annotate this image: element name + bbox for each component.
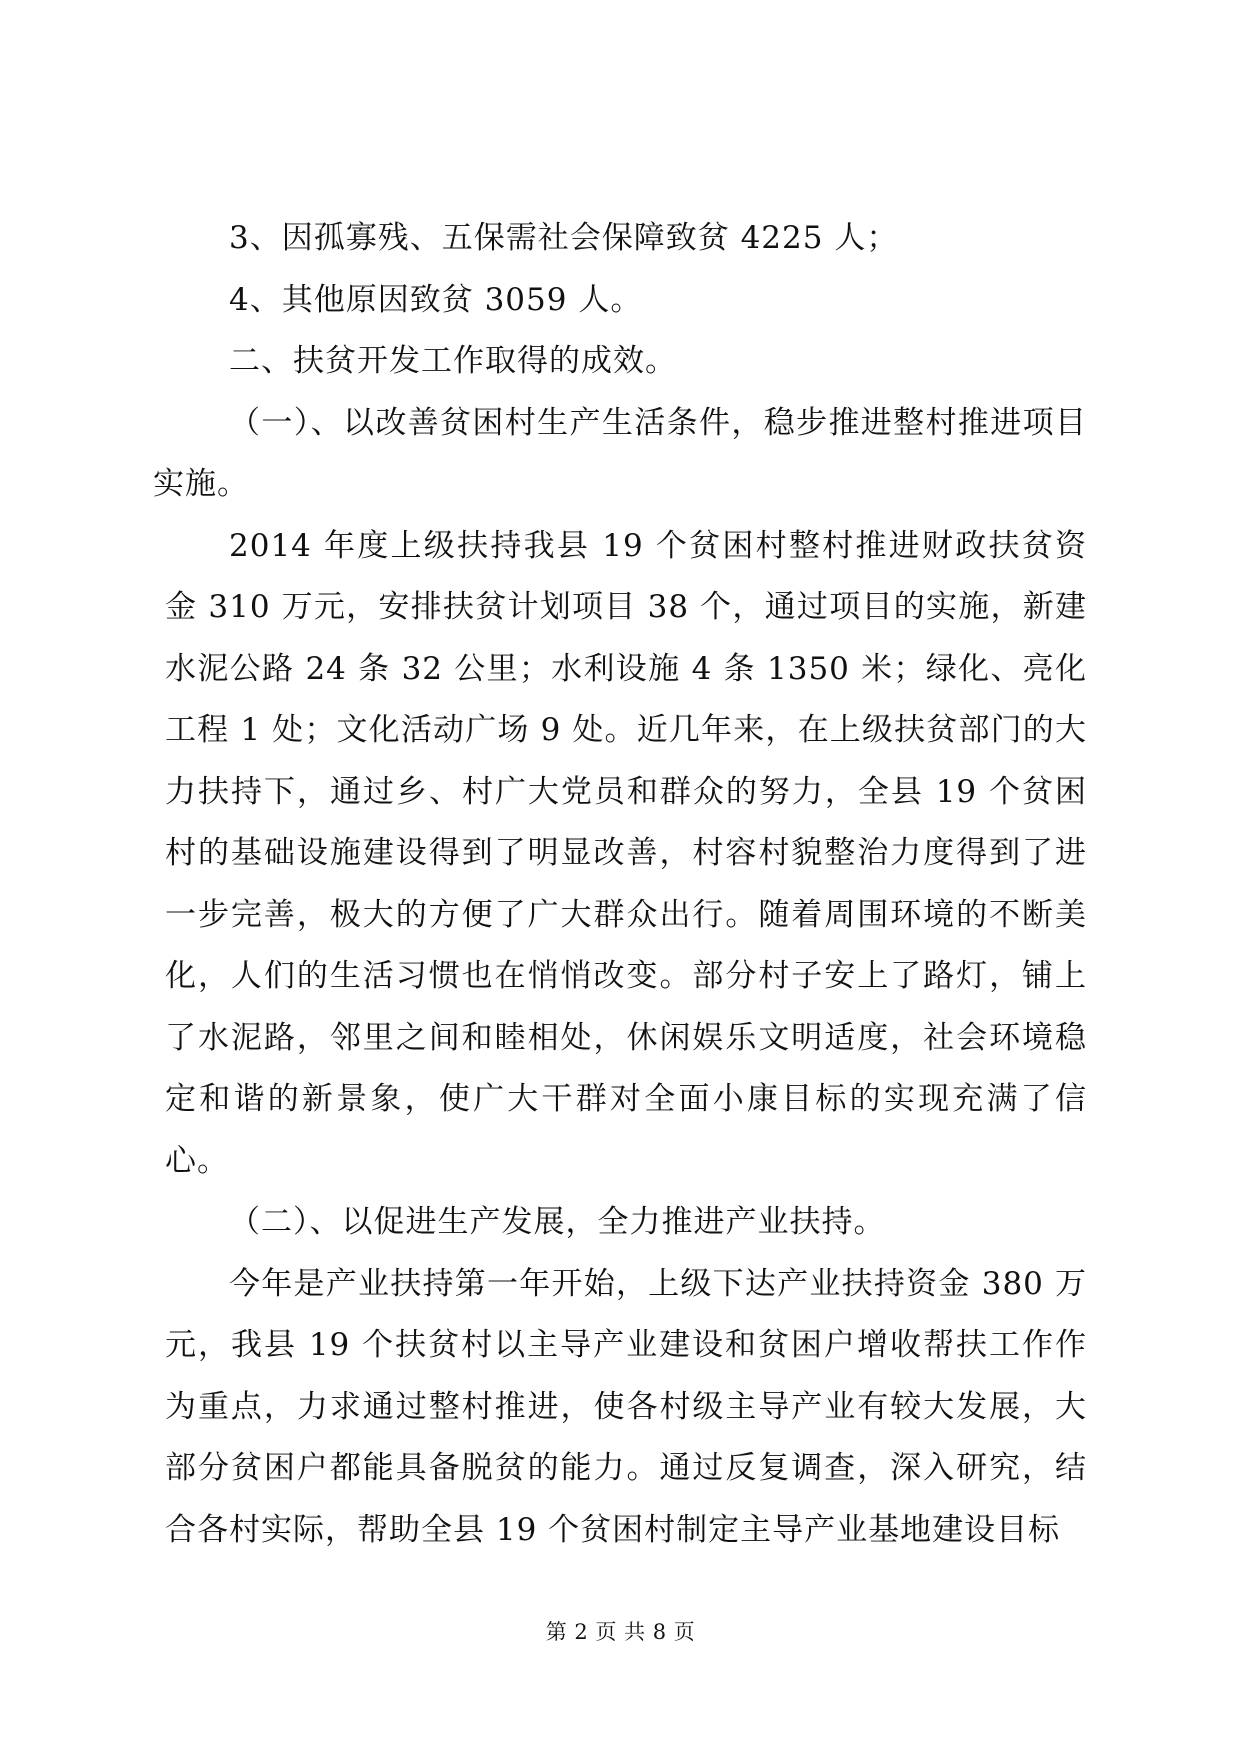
paragraph-village-projects: 2014 年度上级扶持我县 19 个贫困村整村推进财政扶贫资金 310 万元，安排扶贫计划项目 38 个，通过项目的实施，新建水泥公路 24 条 32 公里；水利设施 4 条 1350 米；绿化、亮化工程 1 处；文化活动广场 9 处。近几年来，在上级扶贫部门的大力扶持下，通过乡、村广大党员和群众的努力，全县 19 个贫困村的基础设施建设得到了明显改善，村容村貌整治力度得到了进一步完善，极大的方便了广大群众出行。随着周围环境的不断美化，人们的生活习惯也在悄悄改变。部分村子安上了路灯，铺上了水泥路，邻里之间和睦相处，休闲娱乐文明适度，社会环境稳定和谐的新景象，使广大干群对全面小康目标的实现充满了信心。 [165, 527, 1087, 1179]
section-heading-achievements: 二、扶贫开发工作取得的成效。 [229, 343, 677, 379]
paragraph-poverty-cause-3: 3、因孤寡残、五保需社会保障致贫 4225 人； [229, 220, 899, 256]
page-number-footer: 第 2 页 共 8 页 [545, 1620, 696, 1644]
subheading-industry-support: （二）、以促进生产发展，全力推进产业扶持。 [229, 1204, 886, 1240]
paragraph-industry-funding: 今年是产业扶持第一年开始，上级下达产业扶持资金 380 万元，我县 19 个扶贫村以主导产业建设和贫困户增收帮扶工作作为重点，力求通过整村推进，使各村级主导产业有较大发展，大部分贫困户都能具备脱贫的能力。通过反复调查，深入研究，结合各村实际，帮助全县 19 个贫困村制定主导产业基地建设目标 [165, 1265, 1087, 1548]
paragraph-poverty-cause-4: 4、其他原因致贫 3059 人。 [229, 281, 643, 318]
document-body [153, 208, 1087, 1561]
subheading-village-conditions: （一）、以改善贫困村生产生活条件，稳步推进整村推进项目实施。 [153, 404, 1087, 502]
